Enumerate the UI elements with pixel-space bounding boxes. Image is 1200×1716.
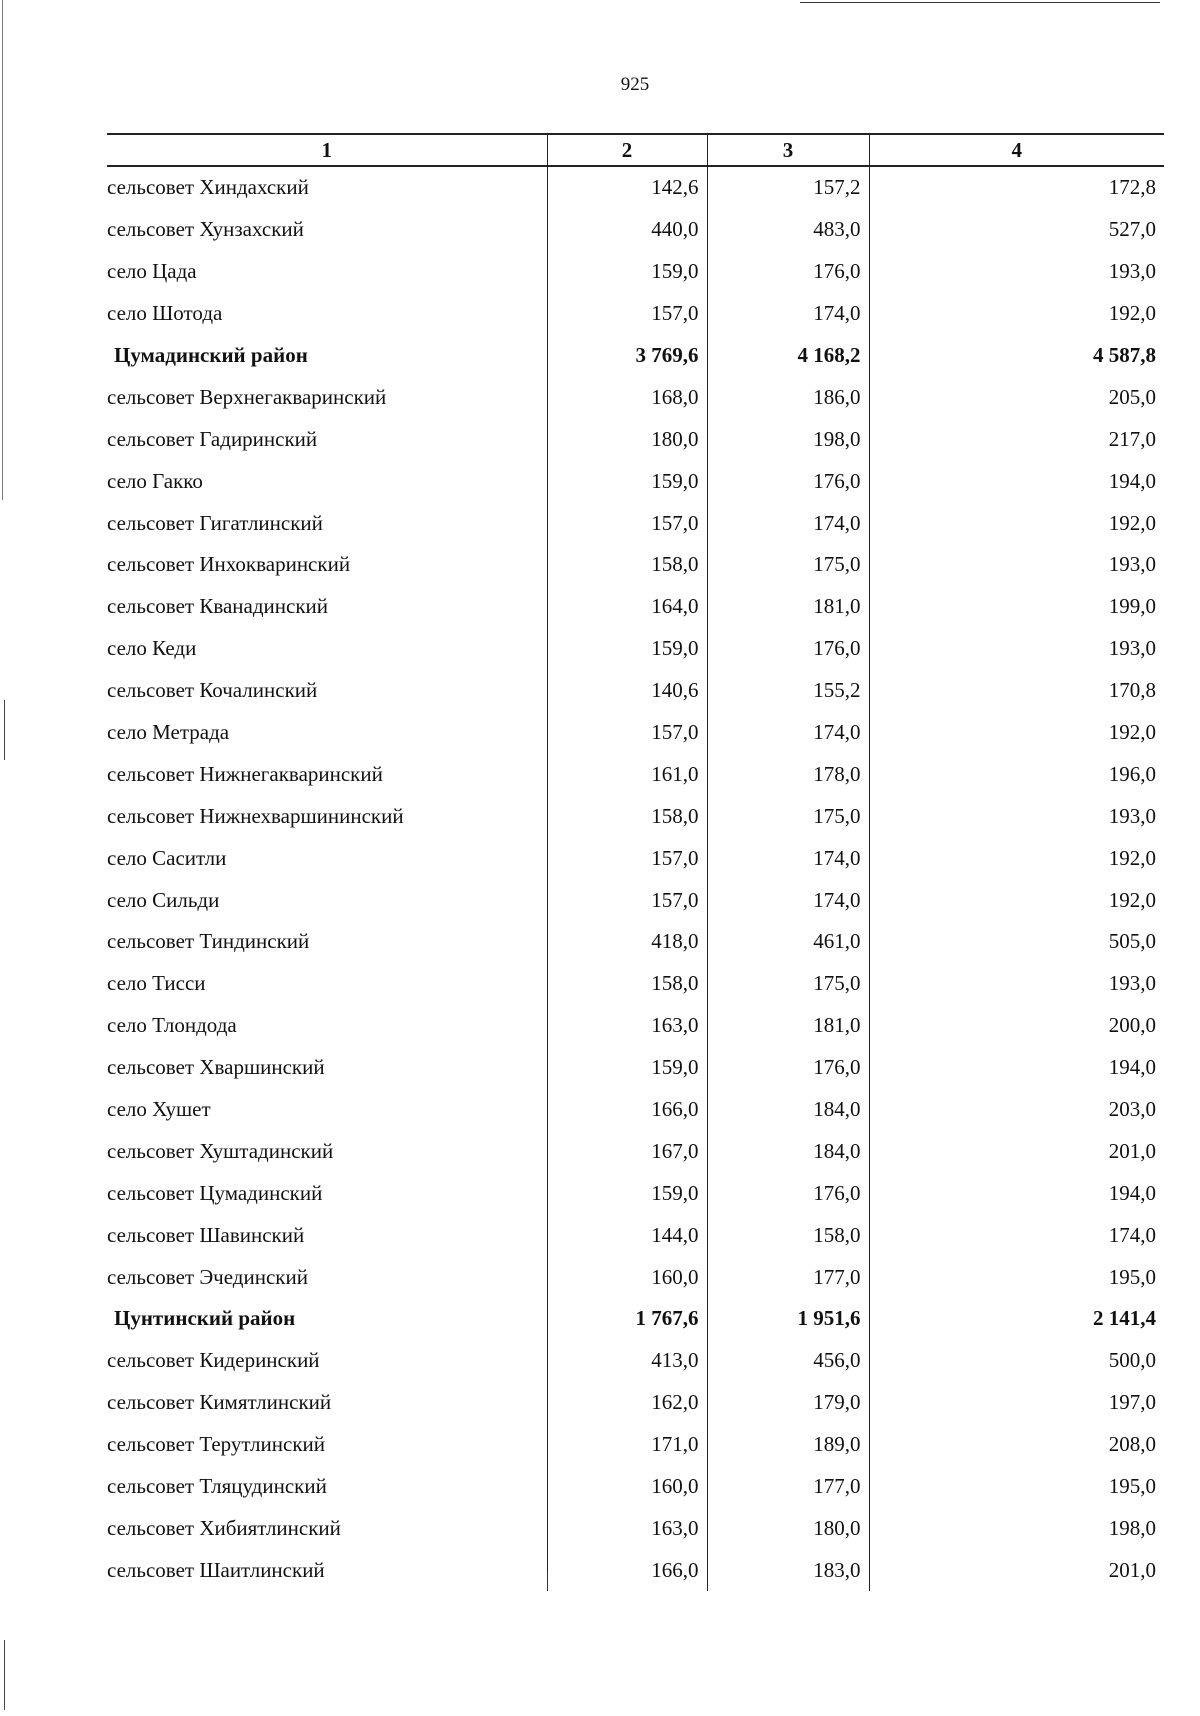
table-body: [107, 166, 1164, 1591]
cell-value-col4: 4 587,8: [869, 335, 1164, 377]
page-number: 925: [620, 74, 650, 95]
cell-value-col3: 174,0: [707, 712, 869, 754]
cell-value-col3: 181,0: [707, 1005, 869, 1047]
cell-value-col4: 217,0: [869, 418, 1164, 460]
cell-value-col3: 177,0: [707, 1256, 869, 1298]
table-row: [107, 166, 1164, 209]
cell-name: сельсовет Хиндахский: [107, 175, 309, 200]
cell-value-col2: 157,0: [547, 837, 707, 879]
cell-value-col3: 180,0: [707, 1508, 869, 1550]
cell-value-col4: 193,0: [869, 544, 1164, 586]
cell-value-col3: 176,0: [707, 460, 869, 502]
district-total-row: [107, 335, 1164, 377]
table-row: [107, 1508, 1164, 1550]
cell-value-col4: 172,8: [869, 166, 1164, 209]
cell-value-col2: 157,0: [547, 293, 707, 335]
cell-value-col2: 3 769,6: [547, 335, 707, 377]
cell-name: сельсовет Кидеринский: [107, 1348, 320, 1373]
cell-value-col2: 171,0: [547, 1424, 707, 1466]
cell-value-col3: 174,0: [707, 502, 869, 544]
cell-value-col2: 158,0: [547, 544, 707, 586]
cell-value-col2: 418,0: [547, 921, 707, 963]
table-row: [107, 1256, 1164, 1298]
table-row: [107, 293, 1164, 335]
cell-value-col3: 483,0: [707, 209, 869, 251]
cell-name: сельсовет Кочалинский: [107, 678, 318, 703]
cell-name: село Тисси: [107, 971, 206, 996]
table-row: [107, 628, 1164, 670]
table-header: [107, 134, 1164, 166]
cell-value-col4: 194,0: [869, 460, 1164, 502]
cell-value-col3: 176,0: [707, 628, 869, 670]
cell-value-col4: 192,0: [869, 879, 1164, 921]
cell-name: сельсовет Кимятлинский: [107, 1390, 332, 1415]
cell-value-col3: 176,0: [707, 1172, 869, 1214]
cell-name: село Сильди: [107, 887, 220, 912]
cell-name: сельсовет Шавинский: [107, 1222, 305, 1247]
data-table: [107, 133, 1164, 1591]
cell-name: Цунтинский район: [114, 1306, 296, 1331]
cell-value-col4: 193,0: [869, 628, 1164, 670]
column-divider-tail: [547, 1572, 548, 1588]
cell-value-col2: 163,0: [547, 1005, 707, 1047]
table-row: [107, 837, 1164, 879]
cell-value-col2: 180,0: [547, 418, 707, 460]
cell-value-col2: 157,0: [547, 879, 707, 921]
cell-value-col4: 201,0: [869, 1549, 1164, 1591]
cell-value-col3: 183,0: [707, 1549, 869, 1591]
cell-value-col4: 2 141,4: [869, 1298, 1164, 1340]
cell-name: село Цада: [107, 259, 197, 284]
cell-value-col2: 166,0: [547, 1089, 707, 1131]
cell-value-col2: 440,0: [547, 209, 707, 251]
cell-name: сельсовет Тляцудинский: [107, 1474, 327, 1499]
table-row: [107, 544, 1164, 586]
cell-name: сельсовет Терутлинский: [107, 1432, 325, 1457]
district-total-row: [107, 1298, 1164, 1340]
cell-value-col2: 160,0: [547, 1256, 707, 1298]
cell-value-col3: 198,0: [707, 418, 869, 460]
column-header-1: 1: [107, 134, 547, 166]
cell-name: сельсовет Хваршинский: [107, 1055, 325, 1080]
cell-name: село Тлондода: [107, 1013, 237, 1038]
table-row: [107, 1340, 1164, 1382]
cell-name: село Шотода: [107, 301, 223, 326]
cell-value-col2: 142,6: [547, 166, 707, 209]
cell-value-col3: 174,0: [707, 879, 869, 921]
cell-value-col4: 198,0: [869, 1508, 1164, 1550]
cell-value-col3: 184,0: [707, 1130, 869, 1172]
cell-value-col2: 161,0: [547, 753, 707, 795]
cell-name: Цумадинский район: [114, 343, 308, 367]
cell-value-col3: 189,0: [707, 1424, 869, 1466]
cell-name: сельсовет Хунзахский: [107, 217, 304, 242]
cell-name: сельсовет Нижнехваршининский: [107, 803, 404, 828]
cell-value-col3: 175,0: [707, 963, 869, 1005]
scan-margin-mark: [4, 1640, 5, 1710]
table-row: [107, 1172, 1164, 1214]
table-row: [107, 753, 1164, 795]
table-row: [107, 963, 1164, 1005]
cell-value-col2: 157,0: [547, 502, 707, 544]
table-row: [107, 670, 1164, 712]
cell-value-col2: 164,0: [547, 586, 707, 628]
cell-name: сельсовет Хибиятлинский: [107, 1515, 341, 1540]
cell-value-col4: 196,0: [869, 753, 1164, 795]
cell-name: сельсовет Кванадинский: [107, 594, 329, 619]
cell-name: село Гакко: [107, 468, 203, 493]
table-row: [107, 586, 1164, 628]
cell-name: сельсовет Верхнегакваринский: [107, 384, 387, 409]
cell-value-col3: 461,0: [707, 921, 869, 963]
cell-value-col4: 197,0: [869, 1382, 1164, 1424]
table-row: [107, 460, 1164, 502]
cell-value-col4: 205,0: [869, 376, 1164, 418]
cell-value-col4: 174,0: [869, 1214, 1164, 1256]
cell-name: село Кеди: [107, 636, 197, 661]
cell-value-col2: 140,6: [547, 670, 707, 712]
cell-value-col4: 208,0: [869, 1424, 1164, 1466]
table-row: [107, 376, 1164, 418]
cell-name: сельсовет Шаитлинский: [107, 1557, 325, 1582]
table-row: [107, 1130, 1164, 1172]
column-header-3: 3: [707, 134, 869, 166]
cell-value-col4: 201,0: [869, 1130, 1164, 1172]
cell-value-col3: 155,2: [707, 670, 869, 712]
table-row: [107, 921, 1164, 963]
table-row: [107, 251, 1164, 293]
cell-value-col3: 456,0: [707, 1340, 869, 1382]
cell-name: село Метрада: [107, 720, 230, 745]
cell-name: сельсовет Цумадинский: [107, 1180, 323, 1205]
cell-value-col2: 144,0: [547, 1214, 707, 1256]
cell-value-col3: 175,0: [707, 795, 869, 837]
cell-value-col3: 177,0: [707, 1466, 869, 1508]
table-row: [107, 1549, 1164, 1591]
cell-value-col2: 158,0: [547, 795, 707, 837]
cell-value-col4: 200,0: [869, 1005, 1164, 1047]
cell-name: сельсовет Тиндинский: [107, 929, 310, 954]
cell-value-col3: 179,0: [707, 1382, 869, 1424]
cell-value-col2: 159,0: [547, 628, 707, 670]
cell-value-col2: 413,0: [547, 1340, 707, 1382]
cell-value-col4: 170,8: [869, 670, 1164, 712]
cell-value-col2: 157,0: [547, 712, 707, 754]
cell-value-col2: 159,0: [547, 1047, 707, 1089]
cell-name: сельсовет Эчединский: [107, 1264, 308, 1289]
table-row: [107, 879, 1164, 921]
cell-name: село Хушет: [107, 1097, 211, 1122]
table-row: [107, 502, 1164, 544]
cell-value-col3: 181,0: [707, 586, 869, 628]
cell-value-col3: 176,0: [707, 251, 869, 293]
cell-name: сельсовет Гигатлинский: [107, 510, 323, 535]
cell-value-col2: 159,0: [547, 251, 707, 293]
top-edge-rule: [800, 2, 1160, 3]
cell-value-col3: 157,2: [707, 166, 869, 209]
cell-value-col3: 174,0: [707, 837, 869, 879]
cell-value-col2: 162,0: [547, 1382, 707, 1424]
cell-value-col4: 193,0: [869, 251, 1164, 293]
cell-value-col2: 1 767,6: [547, 1298, 707, 1340]
cell-value-col4: 193,0: [869, 795, 1164, 837]
cell-value-col4: 195,0: [869, 1466, 1164, 1508]
cell-value-col4: 195,0: [869, 1256, 1164, 1298]
cell-value-col2: 166,0: [547, 1549, 707, 1591]
cell-name: сельсовет Нижнегакваринский: [107, 761, 383, 786]
cell-name: сельсовет Хуштадинский: [107, 1138, 334, 1163]
table-row: [107, 712, 1164, 754]
column-header-4: 4: [869, 134, 1164, 166]
header-row: [107, 134, 1164, 166]
column-header-2: 2: [547, 134, 707, 166]
cell-value-col4: 505,0: [869, 921, 1164, 963]
table-row: [107, 795, 1164, 837]
cell-value-col2: 159,0: [547, 1172, 707, 1214]
cell-value-col2: 159,0: [547, 460, 707, 502]
cell-value-col4: 500,0: [869, 1340, 1164, 1382]
cell-value-col4: 193,0: [869, 963, 1164, 1005]
cell-value-col3: 184,0: [707, 1089, 869, 1131]
cell-value-col4: 194,0: [869, 1172, 1164, 1214]
table-row: [107, 1466, 1164, 1508]
cell-value-col3: 186,0: [707, 376, 869, 418]
cell-value-col2: 167,0: [547, 1130, 707, 1172]
cell-value-col3: 174,0: [707, 293, 869, 335]
table-row: [107, 1382, 1164, 1424]
cell-value-col3: 1 951,6: [707, 1298, 869, 1340]
cell-name: сельсовет Гадиринский: [107, 426, 318, 451]
cell-value-col4: 192,0: [869, 837, 1164, 879]
cell-value-col4: 192,0: [869, 293, 1164, 335]
cell-value-col2: 168,0: [547, 376, 707, 418]
table-row: [107, 209, 1164, 251]
table-row: [107, 1047, 1164, 1089]
cell-value-col3: 178,0: [707, 753, 869, 795]
cell-value-col4: 199,0: [869, 586, 1164, 628]
cell-value-col3: 175,0: [707, 544, 869, 586]
cell-name: сельсовет Инхокваринский: [107, 552, 351, 577]
table-row: [107, 1424, 1164, 1466]
cell-value-col4: 192,0: [869, 712, 1164, 754]
cell-value-col2: 160,0: [547, 1466, 707, 1508]
cell-value-col4: 527,0: [869, 209, 1164, 251]
cell-value-col3: 158,0: [707, 1214, 869, 1256]
cell-name: село Саситли: [107, 845, 227, 870]
table-row: [107, 1005, 1164, 1047]
table-row: [107, 1089, 1164, 1131]
cell-value-col3: 176,0: [707, 1047, 869, 1089]
cell-value-col2: 158,0: [547, 963, 707, 1005]
scan-margin-mark: [4, 700, 5, 760]
cell-value-col4: 203,0: [869, 1089, 1164, 1131]
cell-value-col3: 4 168,2: [707, 335, 869, 377]
cell-value-col4: 194,0: [869, 1047, 1164, 1089]
table-row: [107, 1214, 1164, 1256]
data-table-container: [107, 133, 1164, 1591]
cell-value-col2: 163,0: [547, 1508, 707, 1550]
cell-value-col4: 192,0: [869, 502, 1164, 544]
table-row: [107, 418, 1164, 460]
